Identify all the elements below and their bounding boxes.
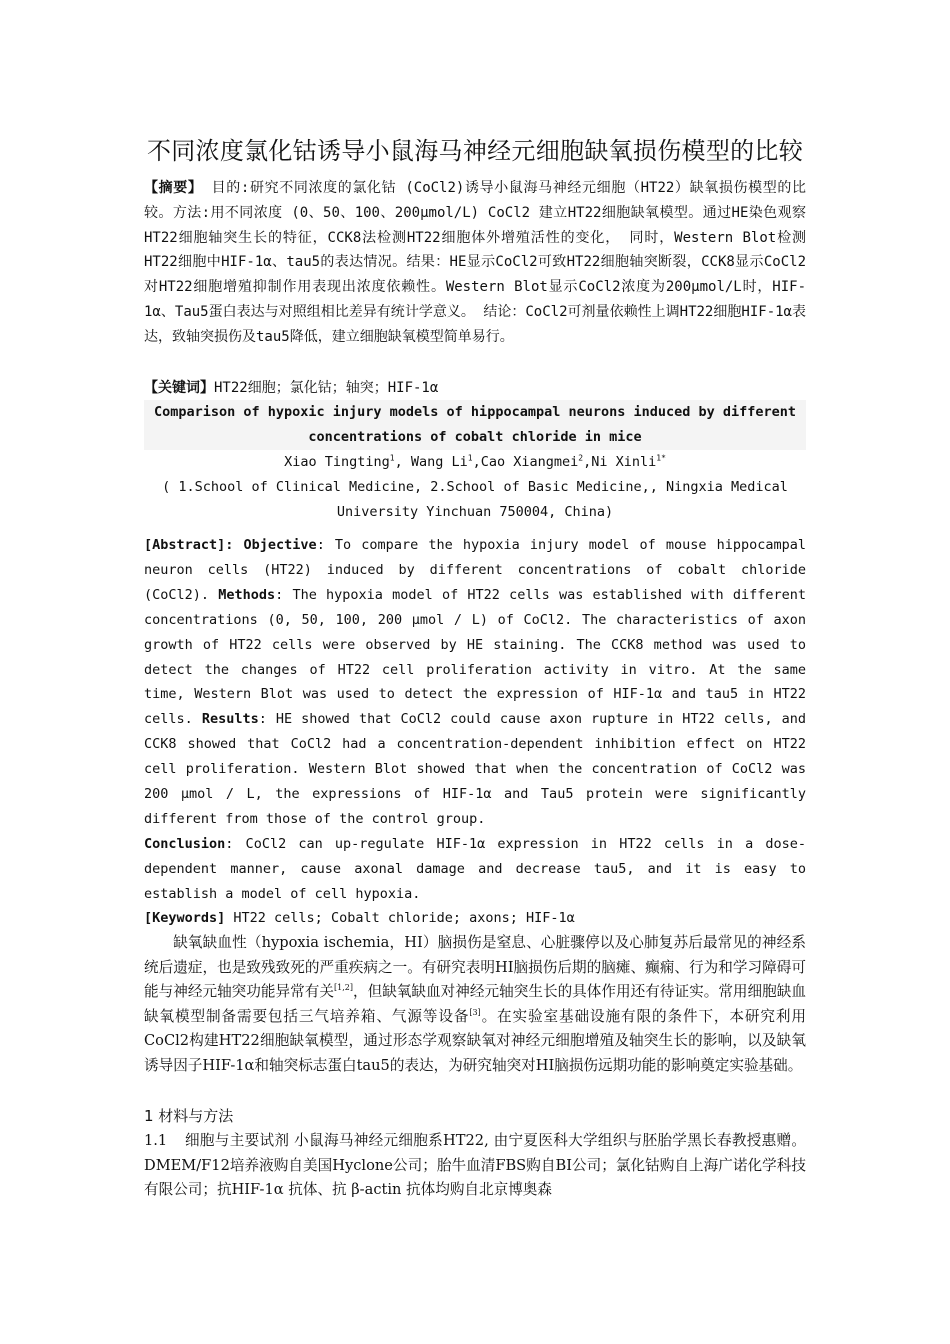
abstract-label-zh: 【摘要】 [144, 180, 203, 196]
introduction-paragraph [144, 931, 806, 1079]
abstract-label-en: [Abstract]: [144, 537, 234, 553]
methods-text: : The hypoxia model of HT22 cells was established with different concentrations (0, 50, 100, 200 μmol / L) of CoCl2. The characteristics of axon growth of HT22 cells were observed by HE staining. The CCK8 method was used to detect the changes of HT22 cell proliferation activity in vitro. At the same time, Western Blot was used to detect the expression of HIF-1α and tau5 in HT22 cells. [144, 586, 807, 728]
chinese-abstract [144, 176, 806, 350]
author-name: Wang Li [410, 454, 468, 470]
intro-text-3: 。在实验室基础设施有限的条件下，本研究利用CoCl2构建HT22细胞缺氧模型，通过形态学观察缺氧对神经元细胞增殖及轴突生长的影响，以及缺氧诱导因子HIF-1α和轴突标志蛋白tau5的表达，为研究轴突对HI脑损伤远期功能的影响奠定实验基础。 [144, 1007, 806, 1074]
english-title-line-1: Comparison of hypoxic injury models of hippocampal neurons induced by different [153, 404, 797, 420]
abstract-text-zh: 目的:研究不同浓度的氯化钴 (CoCl2)诱导小鼠海马神经元细胞（HT22）缺氧损伤模型的比较。方法:用不同浓度 (0、50、100、200μmol/L) CoCl2 建立HT22细胞缺氧模型。通过HE染色观察HT22细胞轴突生长的特征，CCK8法检测HT22细胞体外增殖活性的变化， 同时，Western Blot检测HT22细胞中HIF-1α、tau5的表达情况。结果：HE显示CoCl2可致HT22细胞轴突断裂，CCK8显示CoCl2对HT22细胞增殖抑制作用表现出浓度依赖性。Western Blot显示CoCl2浓度为200μmol/L时，HIF-1α、Tau5蛋白表达与对照组相比差异有统计学意义。 结论：CoCl2可剂量依赖性上调HT22细胞HIF-1α表达，致轴突损伤及tau5降低，建立细胞缺氧模型简单易行。 [144, 180, 807, 345]
results-label: Results [201, 711, 259, 728]
introduction [144, 931, 806, 1079]
section-heading: 1 材料与方法 [144, 1107, 234, 1125]
keywords-text-en: HT22 cells; Cobalt chloride; axons; HIF-1α [225, 910, 575, 926]
subsection-title: 细胞与主要试剂 [184, 1132, 290, 1149]
subsection-1-1 [144, 1129, 806, 1203]
english-title-line-2: concentrations of cobalt chloride in mice [308, 428, 642, 445]
author-affiliation-mark: 1 [389, 453, 395, 463]
author-affiliation-mark: 1 [467, 453, 473, 463]
subsection-paragraph [144, 1129, 806, 1203]
keywords-label-zh: 【关键词】 [144, 380, 214, 396]
author-name: Ni Xinli [591, 454, 657, 470]
author-list: Xiao Tingting$^1$, Wang Li$^1$,Cao Xiangmei$^2$,Ni Xinli$^{1*}$ [284, 453, 666, 470]
methods-label: Methods [218, 586, 276, 603]
objective-label: Objective [243, 537, 317, 553]
english-keywords [144, 906, 806, 931]
conclusion-label: Conclusion [144, 835, 226, 852]
subsection-text: 小鼠海马神经元细胞系HT22, 由宁夏医科大学组织与胚胎学黑长春教授惠赠。DMEM/F12培养液购自美国Hyclone公司；胎牛血清FBS购自BI公司；氯化钴购自上海广诺化学科技有限公司；抗HIF-1α 抗体、抗 β-actin 抗体均购自北京博奥森 [144, 1132, 806, 1199]
keywords-text-zh: HT22细胞；氯化钴；轴突；HIF-1α [214, 380, 439, 396]
english-title [144, 400, 806, 450]
intro-text-1: 缺氧缺血性（hypoxia ischemia，HI）脑损伤是窒息、心脏骤停以及心肺复苏后最常见的神经系统后遗症，也是致残致死的严重疾病之一。有研究表明HI脑损伤后期的脑瘫、癫痫、行为和学习障碍可能与神经元轴突功能异常有关 [144, 934, 806, 1001]
citation-ref: [3] [469, 1007, 481, 1017]
author-affiliation-mark: 1* [656, 453, 666, 463]
paper-title: 不同浓度氯化钴诱导小鼠海马神经元细胞缺氧损伤模型的比较 [146, 137, 804, 165]
affiliations [144, 475, 806, 525]
author-name: Cao Xiangmei [480, 454, 579, 470]
author-name: Xiao Tingting [284, 454, 390, 470]
conclusion-text: : CoCl2 can up-regulate HIF-1α expression in HT22 cells in a dose-dependent manner, cause axonal damage and decrease tau5, and it is easy to establish a model of cell hypoxia. [144, 835, 806, 902]
intro-text-2: ，但缺氧缺血对神经元轴突生长的具体作用还有待证实。常用细胞缺血缺氧模型制备需要包括三气培养箱、气源等设备 [144, 983, 806, 1025]
author-affiliation-mark: 2 [578, 453, 584, 463]
affiliation-line-2: University Yinchuan 750004, China) [336, 503, 614, 520]
objective-text: : To compare the hypoxia injury model of mouse hippocampal neuron cells (HT22) induced by different concentrations of cobalt chloride (CoCl2). [144, 537, 806, 603]
chinese-keywords [144, 376, 806, 401]
keywords-label-en: [Keywords] [144, 910, 226, 926]
subsection-number: 1.1 [144, 1132, 168, 1149]
results-text: : HE showed that CoCl2 could cause axon rupture in HT22 cells, and CCK8 showed that CoCl2 had a concentration-dependent inhibition effect on HT22 cell proliferation. Western Blot showed that when the concentration of CoCl2 was 200 μmol / L, the expressions of HIF-1α and Tau5 protein were significantly different from those of the control group. [144, 711, 806, 827]
affiliation-line-1: ( 1.School of Clinical Medicine, 2.School of Basic Medicine,, Ningxia Medical [162, 479, 788, 495]
citation-ref: [1,2] [333, 983, 353, 993]
english-abstract [144, 533, 806, 907]
